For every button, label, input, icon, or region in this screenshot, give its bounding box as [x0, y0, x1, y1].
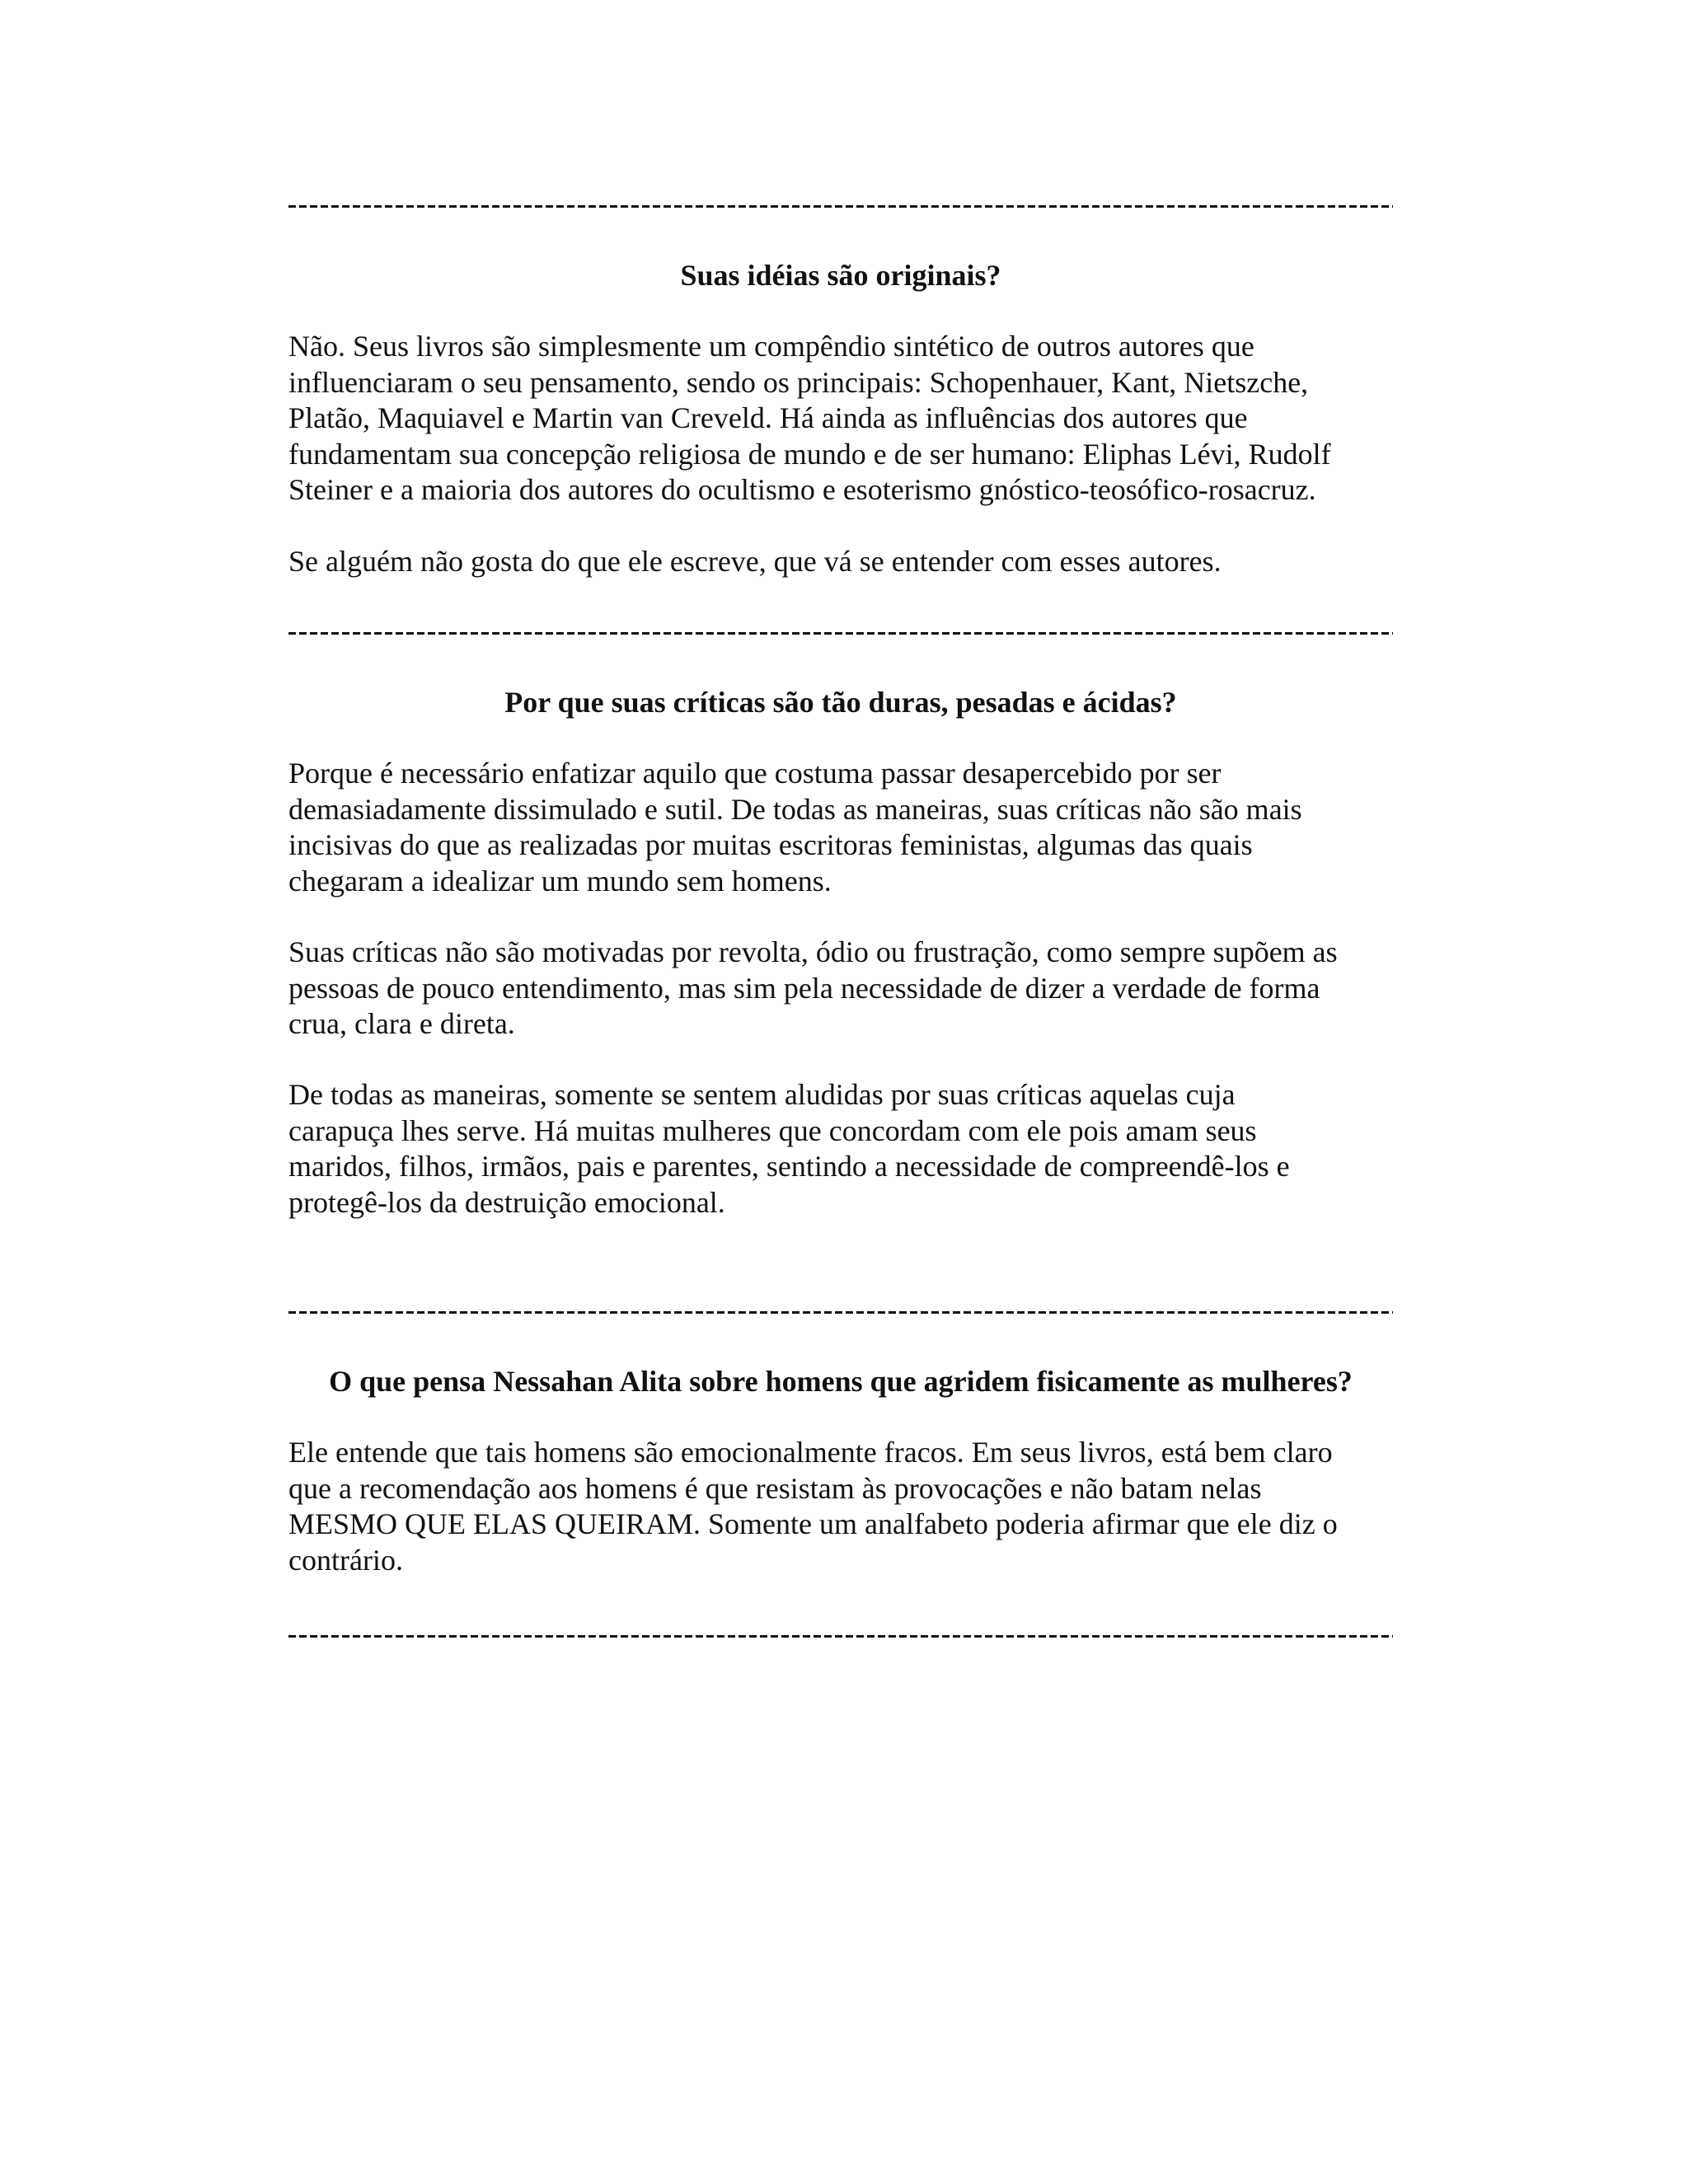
text-line: maridos, filhos, irmãos, pais e parentes, sentindo a necessidade de compreendê-los e	[288, 1150, 1290, 1183]
section-heading: Suas idéias são originais?	[680, 259, 1001, 292]
text-line: Ele entende que tais homens são emocionalmente fracos. Em seus livros, está bem claro	[288, 1436, 1333, 1469]
text-line: Steiner e a maioria dos autores do ocultismo e esoterismo gnóstico-teosófico-rosacruz.	[288, 473, 1316, 507]
text-line: Se alguém não gosta do que ele escreve, que vá se entender com esses autores.	[288, 545, 1221, 578]
paragraph	[288, 329, 1393, 509]
text-line: demasiadamente dissimulado e sutil. De todas as maneiras, suas críticas não são mais	[288, 792, 1302, 826]
text-line: Porque é necessário enfatizar aquilo que costuma passar desapercebido por ser	[288, 757, 1221, 790]
text-line: carapuça lhes serve. Há muitas mulheres que concordam com ele pois amam seus	[288, 1113, 1257, 1147]
separator-line	[288, 205, 1393, 208]
paragraph	[288, 544, 1393, 580]
paragraph	[288, 1077, 1393, 1221]
text-line: pessoas de pouco entendimento, mas sim pela necessidade de dizer a verdade de forma	[288, 971, 1320, 1005]
section-heading: O que pensa Nessahan Alita sobre homens que agridem fisicamente as mulheres?	[329, 1365, 1353, 1398]
text-line: MESMO QUE ELAS QUEIRAM. Somente um analfabeto poderia afirmar que ele diz o	[288, 1507, 1338, 1541]
text-line: chegaram a idealizar um mundo sem homens.	[288, 864, 832, 898]
section-heading: Por que suas críticas são tão duras, pesadas e ácidas?	[504, 686, 1177, 719]
paragraph	[288, 935, 1393, 1043]
separator-line	[288, 1311, 1393, 1314]
text-line: Não. Seus livros são simplesmente um compêndio sintético de outros autores que	[288, 330, 1254, 363]
separator-line	[288, 632, 1393, 635]
text-line: incisivas do que as realizadas por muitas escritoras feministas, algumas das quais	[288, 828, 1253, 862]
text-line: influenciaram o seu pensamento, sendo os principais: Schopenhauer, Kant, Nietszche,	[288, 365, 1309, 399]
paragraph	[288, 756, 1393, 899]
text-line: Platão, Maquiavel e Martin van Creveld. Há ainda as influências dos autores que	[288, 401, 1248, 435]
text-line: protegê-los da destruição emocional.	[288, 1185, 725, 1219]
text-line: Suas críticas não são motivadas por revolta, ódio ou frustração, como sempre supõem as	[288, 935, 1338, 968]
text-line: crua, clara e direta.	[288, 1007, 515, 1041]
text-line: contrário.	[288, 1543, 403, 1577]
text-line: De todas as maneiras, somente se sentem aludidas por suas críticas aquelas cuja	[288, 1078, 1236, 1111]
paragraph	[288, 1435, 1393, 1578]
text-line: que a recomendação aos homens é que resistam às provocações e não batam nelas	[288, 1471, 1262, 1505]
separator-line	[288, 1635, 1393, 1638]
text-line: fundamentam sua concepção religiosa de mundo e de ser humano: Eliphas Lévi, Rudolf	[288, 437, 1331, 471]
